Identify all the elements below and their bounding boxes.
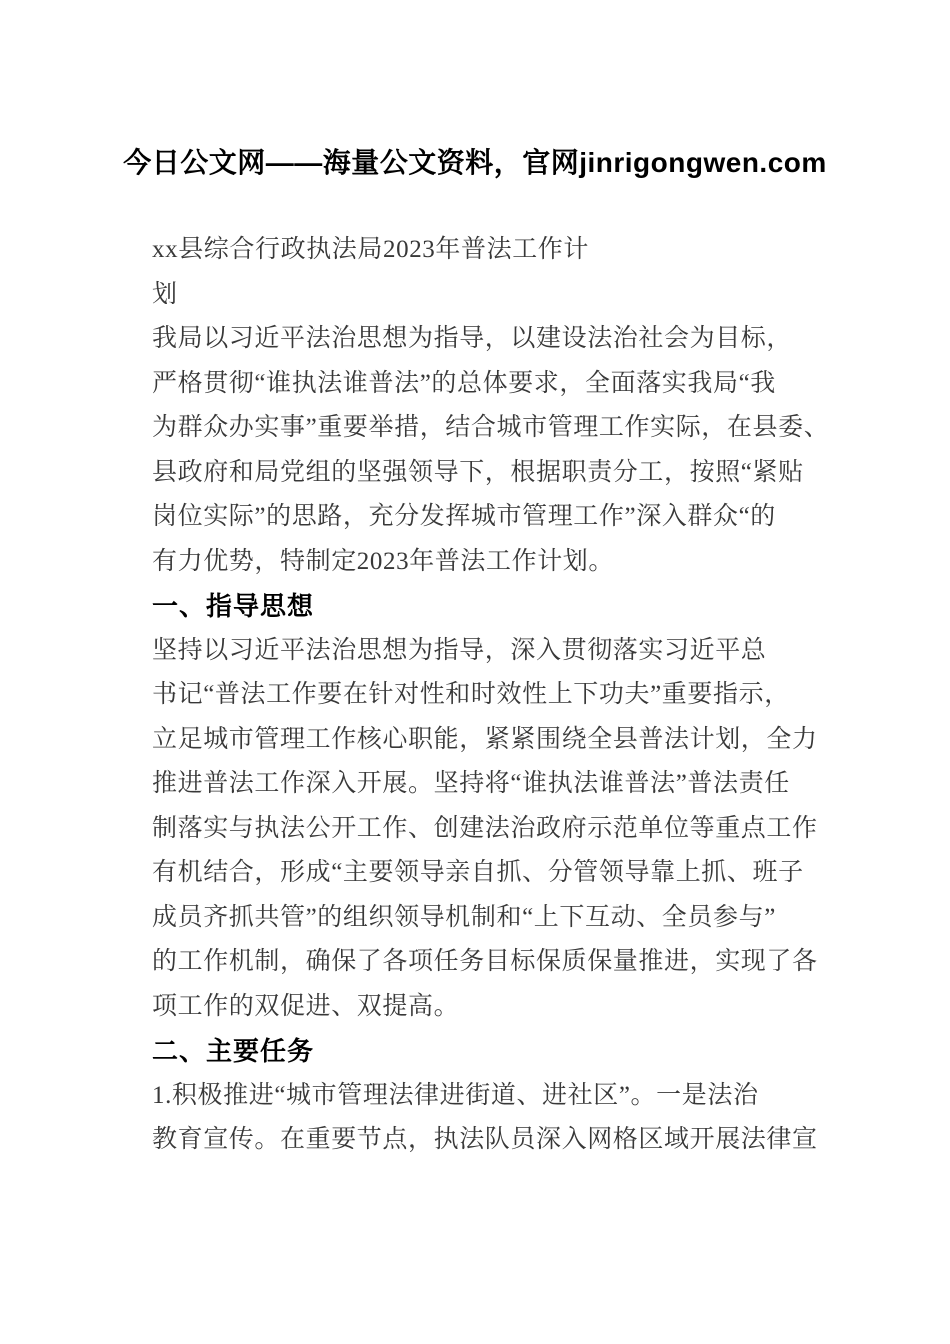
site-header-title: 今日公文网——海量公文资料，官网jinrigongwen.com	[123, 147, 827, 178]
body-line: 项工作的双促进、双提高。	[152, 992, 460, 1020]
doc-title-line: xx县综合行政执法局2023年普法工作计	[152, 236, 590, 263]
section-heading: 一、指导思想	[152, 591, 315, 621]
body-line: 严格贯彻“谁执法谁普法”的总体要求，全面落实我局“我	[152, 369, 776, 397]
body-line: 书记“普法工作要在针对性和时效性上下功夫”重要指示，	[152, 681, 790, 708]
body-line: 教育宣传。在重要节点，执法队员深入网格区域开展法律宣	[152, 1126, 818, 1153]
body-line: 为群众办实事”重要举措，结合城市管理工作实际，在县委、	[152, 414, 830, 441]
document-body	[152, 228, 872, 1163]
body-line: 制落实与执法公开工作、创建法治政府示范单位等重点工作	[152, 814, 818, 842]
body-line: 我局以习近平法治思想为指导，以建设法治社会为目标，	[152, 325, 793, 352]
body-line: 推进普法工作深入开展。坚持将“谁执法谁普法”普法责任	[152, 770, 790, 797]
body-line: 有力优势，特制定2023年普法工作计划。	[152, 547, 615, 575]
body-line: 1.积极推进“城市管理法律进街道、进社区”。一是法治	[152, 1081, 759, 1109]
body-line: 坚持以习近平法治思想为指导，深入贯彻落实习近平总	[152, 636, 767, 664]
body-line: 的工作机制，确保了各项任务目标保质保量推进，实现了各	[152, 948, 818, 975]
section-heading: 二、主要任务	[152, 1036, 315, 1066]
body-line: 岗位实际”的思路，充分发挥城市管理工作”深入群众“的	[152, 503, 776, 530]
body-line: 县政府和局党组的坚强领导下，根据职责分工，按照“紧贴	[152, 458, 804, 486]
doc-title-line: 划	[152, 280, 178, 308]
body-line: 立足城市管理工作核心职能，紧紧围绕全县普法计划，全力	[152, 725, 818, 753]
body-line: 成员齐抓共管”的组织领导机制和“上下互动、全员参与”	[152, 903, 776, 931]
body-line: 有机结合，形成“主要领导亲自抓、分管领导靠上抓、班子	[152, 859, 804, 886]
